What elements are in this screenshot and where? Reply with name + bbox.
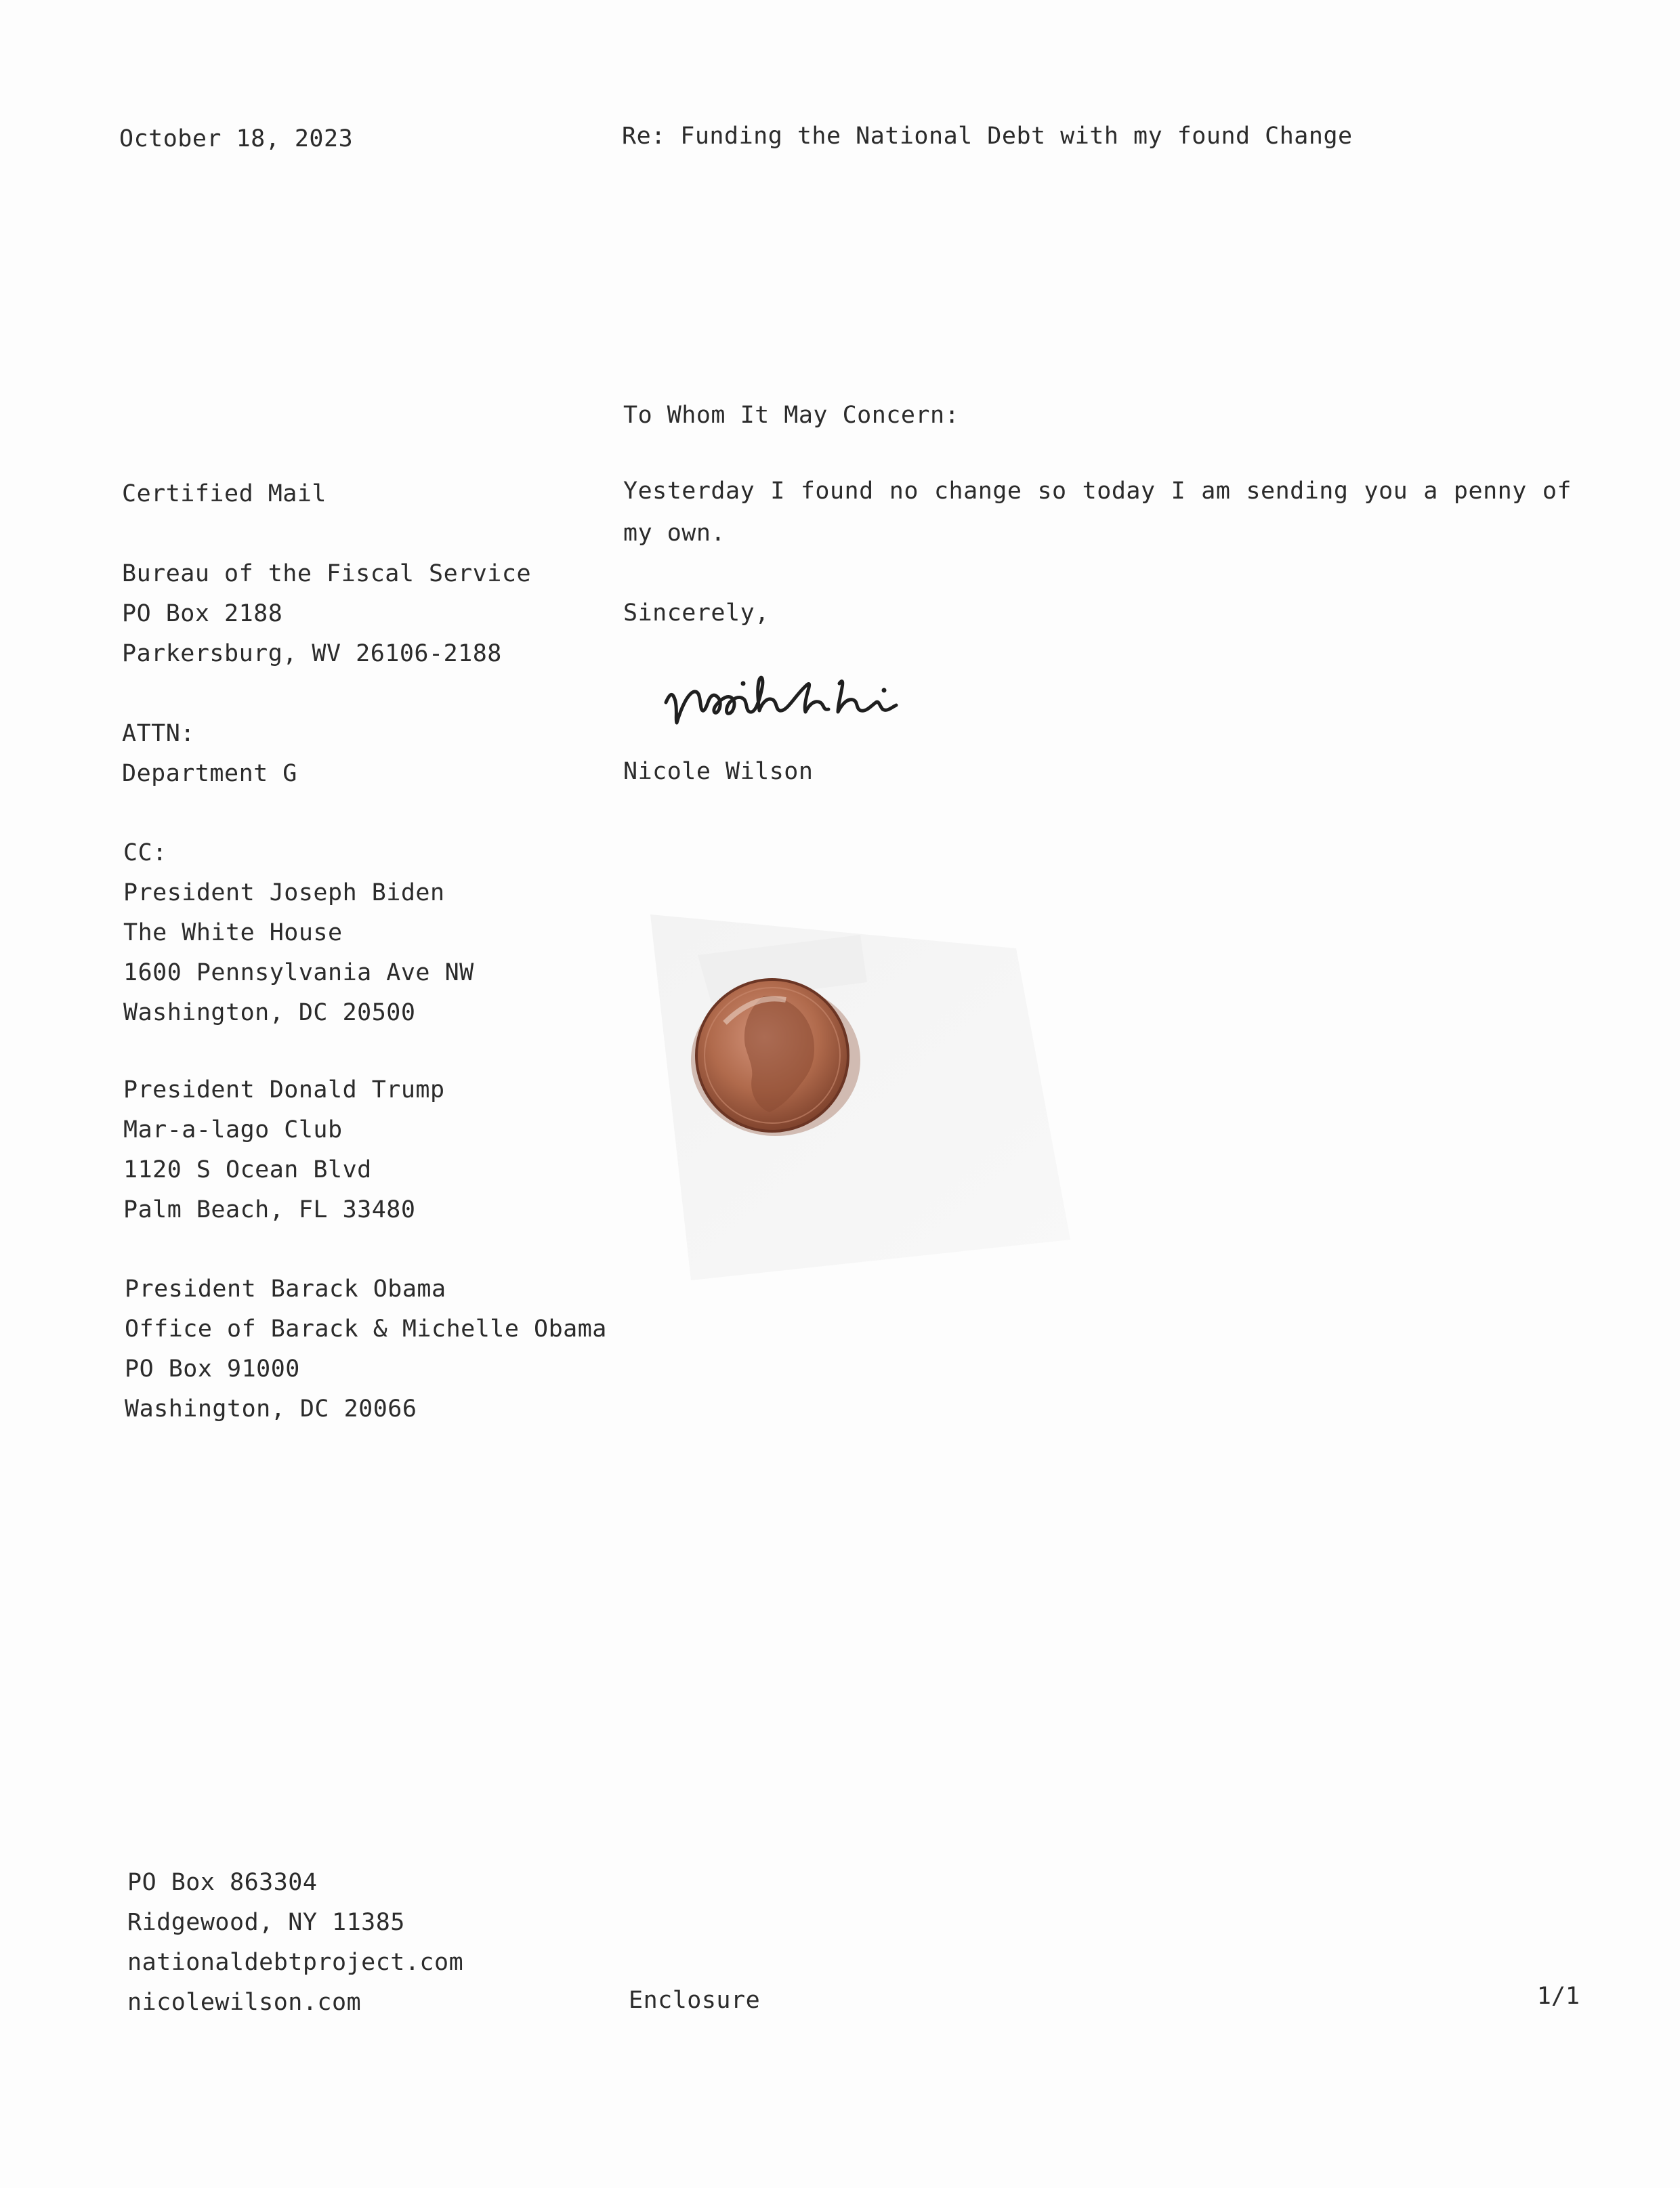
subject-line: Re: Funding the National Debt with my found Change (622, 123, 1353, 150)
closing: Sincerely, (623, 599, 770, 627)
enclosure-note: Enclosure (629, 1987, 761, 2014)
cc-label: CC: (123, 839, 167, 866)
cc-block (123, 833, 474, 1033)
footer-link[interactable]: nationaldebtproject.com (127, 1949, 464, 1976)
footer-link[interactable]: nicolewilson.com (127, 1989, 362, 2016)
attn-block (122, 714, 297, 794)
cc-line: The White House (123, 919, 343, 946)
recipient-address (122, 554, 531, 674)
salutation: To Whom It May Concern: (623, 402, 960, 429)
footer-line: Ridgewood, NY 11385 (127, 1909, 405, 1936)
cc-recipient-trump (123, 1070, 445, 1230)
recipient-line: Parkersburg, WV 26106-2188 (122, 640, 502, 667)
cc-line: President Donald Trump (123, 1076, 445, 1103)
letter-body: Yesterday I found no change so today I am sending you a penny of my own. (623, 478, 1572, 547)
sender-contact (127, 1863, 463, 2023)
cc-line: Mar-a-lago Club (123, 1116, 343, 1143)
cc-line: Washington, DC 20066 (125, 1395, 417, 1423)
taped-penny-image (637, 874, 1084, 1294)
delivery-method: Certified Mail (122, 480, 327, 507)
sender-name: Nicole Wilson (623, 758, 814, 785)
cc-line: 1120 S Ocean Blvd (123, 1156, 372, 1183)
cc-line: 1600 Pennsylvania Ave NW (123, 959, 474, 986)
cc-line: Palm Beach, FL 33480 (123, 1196, 416, 1223)
cc-line: Washington, DC 20500 (123, 999, 416, 1026)
letter-date: October 18, 2023 (119, 125, 354, 152)
cc-recipient-obama (125, 1269, 607, 1429)
cc-line: President Joseph Biden (123, 879, 445, 906)
recipient-line: PO Box 2188 (122, 600, 283, 627)
footer-line: PO Box 863304 (127, 1869, 318, 1896)
page-number: 1/1 (1536, 1983, 1580, 2010)
attn-label: ATTN: (122, 720, 195, 747)
signature-image (660, 660, 999, 735)
cc-line: President Barack Obama (125, 1276, 446, 1303)
attn-value: Department G (122, 760, 297, 787)
cc-line: PO Box 91000 (125, 1355, 300, 1383)
recipient-line: Bureau of the Fiscal Service (122, 560, 532, 587)
cc-line: Office of Barack & Michelle Obama (125, 1316, 607, 1343)
